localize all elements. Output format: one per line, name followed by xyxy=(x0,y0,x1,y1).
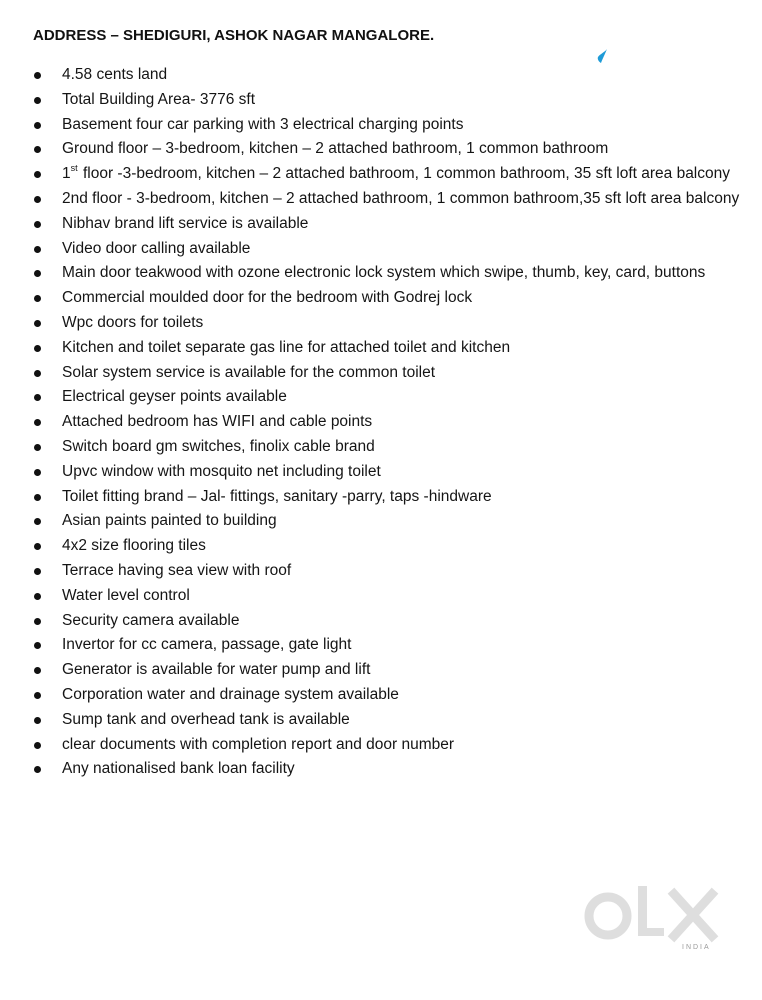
bullet-icon xyxy=(34,618,41,625)
first-floor-number: 1 xyxy=(62,165,71,183)
list-item: Security camera available xyxy=(0,609,762,634)
list-item: Basement four car parking with 3 electrical charging points xyxy=(0,113,762,138)
bullet-icon xyxy=(34,196,41,203)
list-item: 4.58 cents land xyxy=(0,63,762,88)
list-item: Toilet fitting brand – Jal- fittings, sanitary -parry, taps -hindware xyxy=(0,485,762,510)
list-item: Commercial moulded door for the bedroom with Godrej lock xyxy=(0,286,762,311)
list-item: Invertor for cc camera, passage, gate light xyxy=(0,633,762,658)
list-item: Upvc window with mosquito net including toilet xyxy=(0,460,762,485)
list-item: Corporation water and drainage system available xyxy=(0,683,762,708)
bullet-icon xyxy=(34,766,41,773)
watermark-subtitle: INDIA xyxy=(682,944,711,951)
list-item: Any nationalised bank loan facility xyxy=(0,757,762,782)
list-item: Generator is available for water pump and lift xyxy=(0,658,762,683)
list-item: Wpc doors for toilets xyxy=(0,311,762,336)
bullet-icon xyxy=(34,270,41,277)
bullet-icon xyxy=(34,469,41,476)
bullet-icon xyxy=(34,370,41,377)
bullet-icon xyxy=(34,171,41,178)
bullet-icon xyxy=(34,642,41,649)
bullet-icon xyxy=(34,122,41,129)
list-item: 2nd floor - 3-bedroom, kitchen – 2 attached bathroom, 1 common bathroom,35 sft loft area balcony xyxy=(0,187,762,212)
list-item: Sump tank and overhead tank is available xyxy=(0,708,762,733)
bullet-icon xyxy=(34,221,41,228)
bullet-icon xyxy=(34,72,41,79)
list-item: 1st floor -3-bedroom, kitchen – 2 attached bathroom, 1 common bathroom, 35 sft loft area balcony xyxy=(0,162,762,187)
bullet-icon xyxy=(34,494,41,501)
bullet-icon xyxy=(34,295,41,302)
list-item: Nibhav brand lift service is available xyxy=(0,212,762,237)
bullet-icon xyxy=(34,543,41,550)
bullet-icon xyxy=(34,518,41,525)
bullet-icon xyxy=(34,146,41,153)
bullet-icon xyxy=(34,345,41,352)
list-item: Electrical geyser points available xyxy=(0,385,762,410)
bullet-icon xyxy=(34,742,41,749)
address-heading: ADDRESS – SHEDIGURI, ASHOK NAGAR MANGALORE. xyxy=(33,27,435,44)
bullet-icon xyxy=(34,568,41,575)
bullet-icon xyxy=(34,667,41,674)
list-item: Terrace having sea view with roof xyxy=(0,559,762,584)
bullet-icon xyxy=(34,97,41,104)
list-item: Kitchen and toilet separate gas line for attached toilet and kitchen xyxy=(0,336,762,361)
list-item: Switch board gm switches, finolix cable brand xyxy=(0,435,762,460)
list-item: Total Building Area- 3776 sft xyxy=(0,88,762,113)
list-item: Video door calling available xyxy=(0,237,762,262)
list-item: Ground floor – 3-bedroom, kitchen – 2 attached bathroom, 1 common bathroom xyxy=(0,137,762,162)
bullet-icon xyxy=(34,717,41,724)
bullet-icon xyxy=(34,394,41,401)
bullet-icon xyxy=(34,692,41,699)
list-item: Water level control xyxy=(0,584,762,609)
bullet-icon xyxy=(34,444,41,451)
list-item: Attached bedroom has WIFI and cable points xyxy=(0,410,762,435)
feature-list xyxy=(0,63,762,782)
list-item: Solar system service is available for the common toilet xyxy=(0,361,762,386)
bullet-icon xyxy=(34,419,41,426)
list-item: 4x2 size flooring tiles xyxy=(0,534,762,559)
list-item: Main door teakwood with ozone electronic lock system which swipe, thumb, key, card, buttons xyxy=(0,261,762,286)
list-item: Asian paints painted to building xyxy=(0,509,762,534)
bullet-icon xyxy=(34,593,41,600)
first-floor-ordinal: st xyxy=(70,163,78,174)
list-item: clear documents with completion report and door number xyxy=(0,733,762,758)
bullet-icon xyxy=(34,246,41,253)
bullet-icon xyxy=(34,320,41,327)
pen-mark-icon xyxy=(596,48,610,64)
